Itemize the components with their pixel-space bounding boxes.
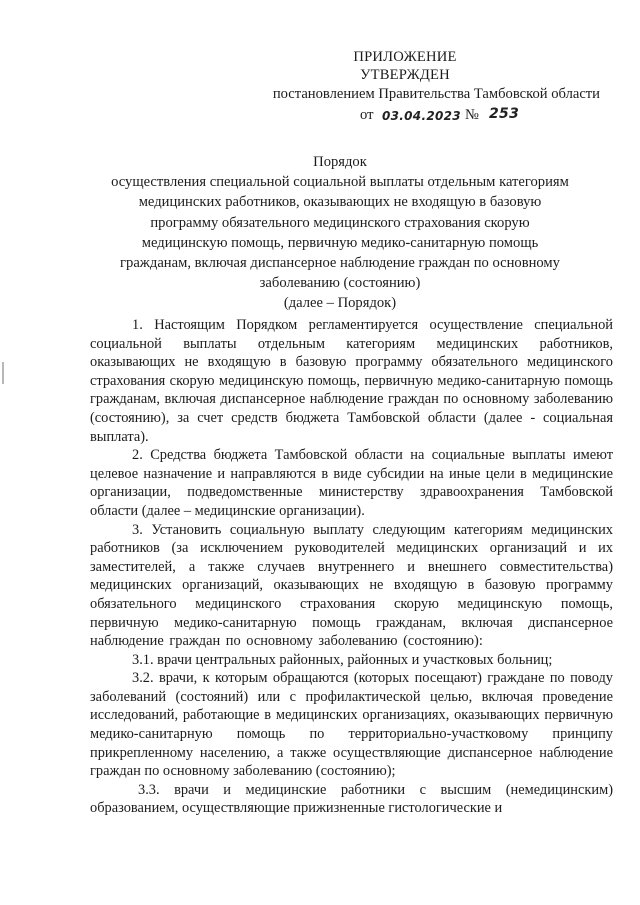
date-number-line <box>260 104 600 124</box>
paragraph-3: 3. Установить социальную выплату следующим категориям медицинских работников (за исключением руководителей медицинских организаций и их заместителей, а также случаев внутреннего и внешнего совместительства) медицинских организаций, оказывающих не входящую в базовую программу обязательного медицинского страхования скорую медицинскую помощь, первичную медико-санитарную помощь гражданам, включая диспансерное наблюдение граждан по основному заболеванию (состоянию): <box>90 521 613 650</box>
title-line: медицинских работников, оказывающих не входящую в базовую <box>138 194 542 211</box>
subparagraph-3-2: 3.2. врачи, к которым обращаются (которых посещают) граждане по поводу заболеваний (состояний) или с профилактической целью, включая проведение исследований, работающие в медицинских организациях, оказывающих первичную медико-санитарную помощь по территориально-участковому принципу прикрепленному населению, а также осуществляющие диспансерное наблюдение граждан по основному заболеванию (состоянию); <box>90 670 613 780</box>
title-line: Порядок <box>313 154 367 170</box>
title-line: медицинскую помощь, первичную медико-санитарную помощь <box>141 234 539 251</box>
appendix-label: ПРИЛОЖЕНИЕ <box>353 49 457 65</box>
title-line: программу обязательного медицинского страхования скорую <box>150 214 530 231</box>
title-line: (далее – Порядок) <box>283 295 397 312</box>
from-label: от <box>360 107 374 123</box>
title-line: заболеванию (состоянию) <box>259 275 421 292</box>
paragraph-1: 1. Настоящим Порядком регламентируется осуществление специальной социальной выплаты отдельным категориям медицинских работников, оказывающих не входящую в базовую программу обязательного медицинского страхования скорую медицинскую помощь, первичную медико-санитарную помощь гражданам, включая диспансерное наблюдение граждан по основному заболеванию (состоянию), за счет средств бюджета Тамбовской области (далее - социальная выплата). <box>90 317 613 445</box>
title-line: гражданам, включая диспансерное наблюдение граждан по основному <box>120 255 560 272</box>
number-label: № <box>465 107 479 123</box>
decree-line: постановлением Правительства Тамбовской области <box>272 86 600 102</box>
title-line: осуществления специальной социальной выплаты отдельным категориям <box>111 174 569 191</box>
document-body <box>90 316 613 818</box>
subparagraph-3-3: 3.3. врачи и медицинские работники с высшим (немедицинским) образованием, осуществляющие прижизненные гистологические и <box>90 781 613 817</box>
approval-block <box>260 48 600 124</box>
scan-artifact <box>2 362 4 384</box>
handwritten-number: 253 <box>489 106 520 122</box>
document-title <box>90 152 590 314</box>
handwritten-date: 03.04.2023 <box>382 109 461 123</box>
subparagraph-3-1: 3.1. врачи центральных районных, районных и участковых больниц; <box>132 651 553 668</box>
approved-label: УТВЕРЖДЕН <box>360 67 450 83</box>
paragraph-2: 2. Средства бюджета Тамбовской области на социальные выплаты имеют целевое назначение и направляются в виде субсидии на иные цели в медицинские организации, подведомственные министерству здравоохранения Тамбовской области (далее – медицинские организации). <box>90 447 613 519</box>
